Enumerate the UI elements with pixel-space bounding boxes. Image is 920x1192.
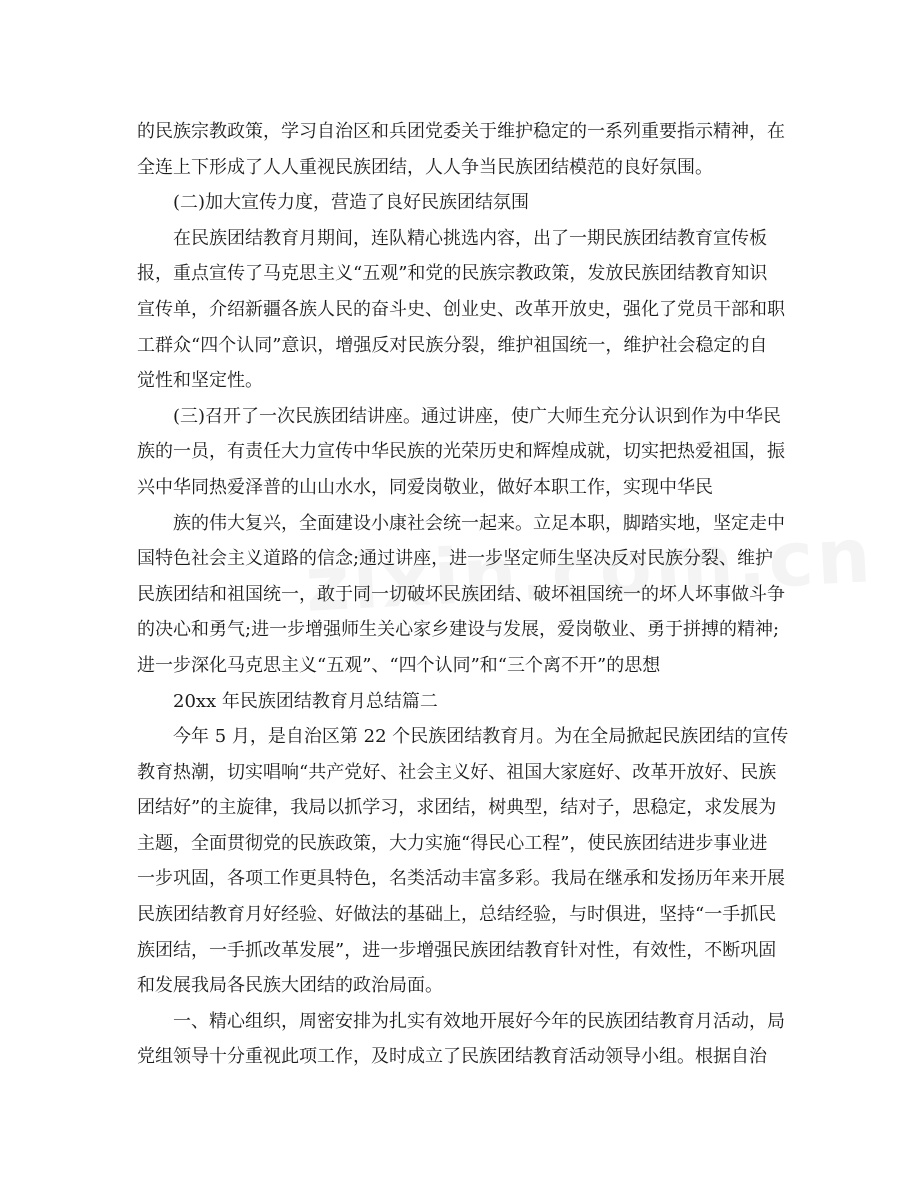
- text-line: 国特色社会主义道路的信念;通过讲座，进一步坚定师生坚决反对民族分裂、维护: [137, 548, 774, 570]
- text-line: 觉性和坚定性。: [137, 370, 263, 392]
- text-line: 在民族团结教育月期间，连队精心挑选内容，出了一期民族团结教育宣传板: [173, 227, 767, 249]
- text-line: 主题，全面贯彻党的民族政策，大力实施“得民心工程”，使民族团结进步事业进: [137, 832, 768, 854]
- text-line: 报，重点宣传了马克思主义“五观”和党的民族宗教政策，发放民族团结教育知识: [137, 263, 768, 285]
- text-line: 今年 5 月，是自治区第 22 个民族团结教育月。为在全局掀起民族团结的宣传: [173, 726, 789, 748]
- text-line: 教育热潮，切实唱响“共产党好、社会主义好、祖国大家庭好、改革开放好、民族: [137, 761, 777, 783]
- document-body: [137, 114, 793, 1075]
- text-line: 的民族宗教政策，学习自治区和兵团党委关于维护稳定的一系列重要指示精神，在: [137, 121, 785, 142]
- text-line: 族的伟大复兴，全面建设小康社会统一起来。立足本职，脚踏实地，坚定走中: [173, 512, 785, 534]
- text-line: 和发展我局各民族大团结的政治局面。: [137, 975, 443, 997]
- text-line: 进一步深化马克思主义“五观”、“四个认同”和“三个离不开”的思想: [137, 654, 661, 676]
- text-line: 工群众“四个认同”意识，增强反对民族分裂，维护祖国统一，维护社会稳定的自: [137, 334, 768, 356]
- text-line: 党组领导十分重视此项工作，及时成立了民族团结教育活动领导小组。根据自治: [137, 1046, 767, 1068]
- text-line: 的决心和勇气;进一步增强师生关心家乡建设与发展，爱岗敬业、勇于拼搏的精神;: [137, 619, 780, 641]
- text-line: 族团结，一手抓改革发展”，进一步增强民族团结教育针对性，有效性，不断巩固: [137, 939, 777, 961]
- text-line: 全连上下形成了人人重视民族团结，人人争当民族团结模范的良好氛围。: [137, 156, 713, 178]
- text-line: 宣传单，介绍新疆各族人民的奋斗史、创业史、改革开放史，强化了党员干部和职: [137, 298, 785, 320]
- text-line: 团结好”的主旋律，我局以抓学习，求团结，树典型，结对子，思稳定，求发展为: [137, 797, 777, 819]
- text-line: 兴中华同热爱泽普的山山水水，同爱岗敬业，做好本职工作，实现中华民: [137, 476, 713, 498]
- text-line: (三)召开了一次民族团结讲座。通过讲座，使广大师生充分认识到作为中华民: [173, 405, 782, 427]
- text-line: 一步巩固，各项工作更具特色，名类活动丰富多彩。我局在继承和发扬历年来开展: [137, 868, 785, 890]
- text-line: 一、精心组织，周密安排为扎实有效地开展好今年的民族团结教育月活动，局: [173, 1010, 785, 1032]
- text-line: 20xx 年民族团结教育月总结篇二: [173, 690, 438, 712]
- text-line: 民族团结教育月好经验、好做法的基础上，总结经验，与时俱进，坚持“一手抓民: [137, 904, 777, 926]
- text-line: (二)加大宣传力度，营造了良好民族团结氛围: [173, 192, 530, 214]
- text-line: 民族团结和祖国统一，敢于同一切破坏民族团结、破坏祖国统一的坏人坏事做斗争: [137, 583, 785, 605]
- text-line: 族的一员，有责任大力宣传中华民族的光荣历史和辉煌成就，切实把热爱祖国，振: [137, 441, 785, 463]
